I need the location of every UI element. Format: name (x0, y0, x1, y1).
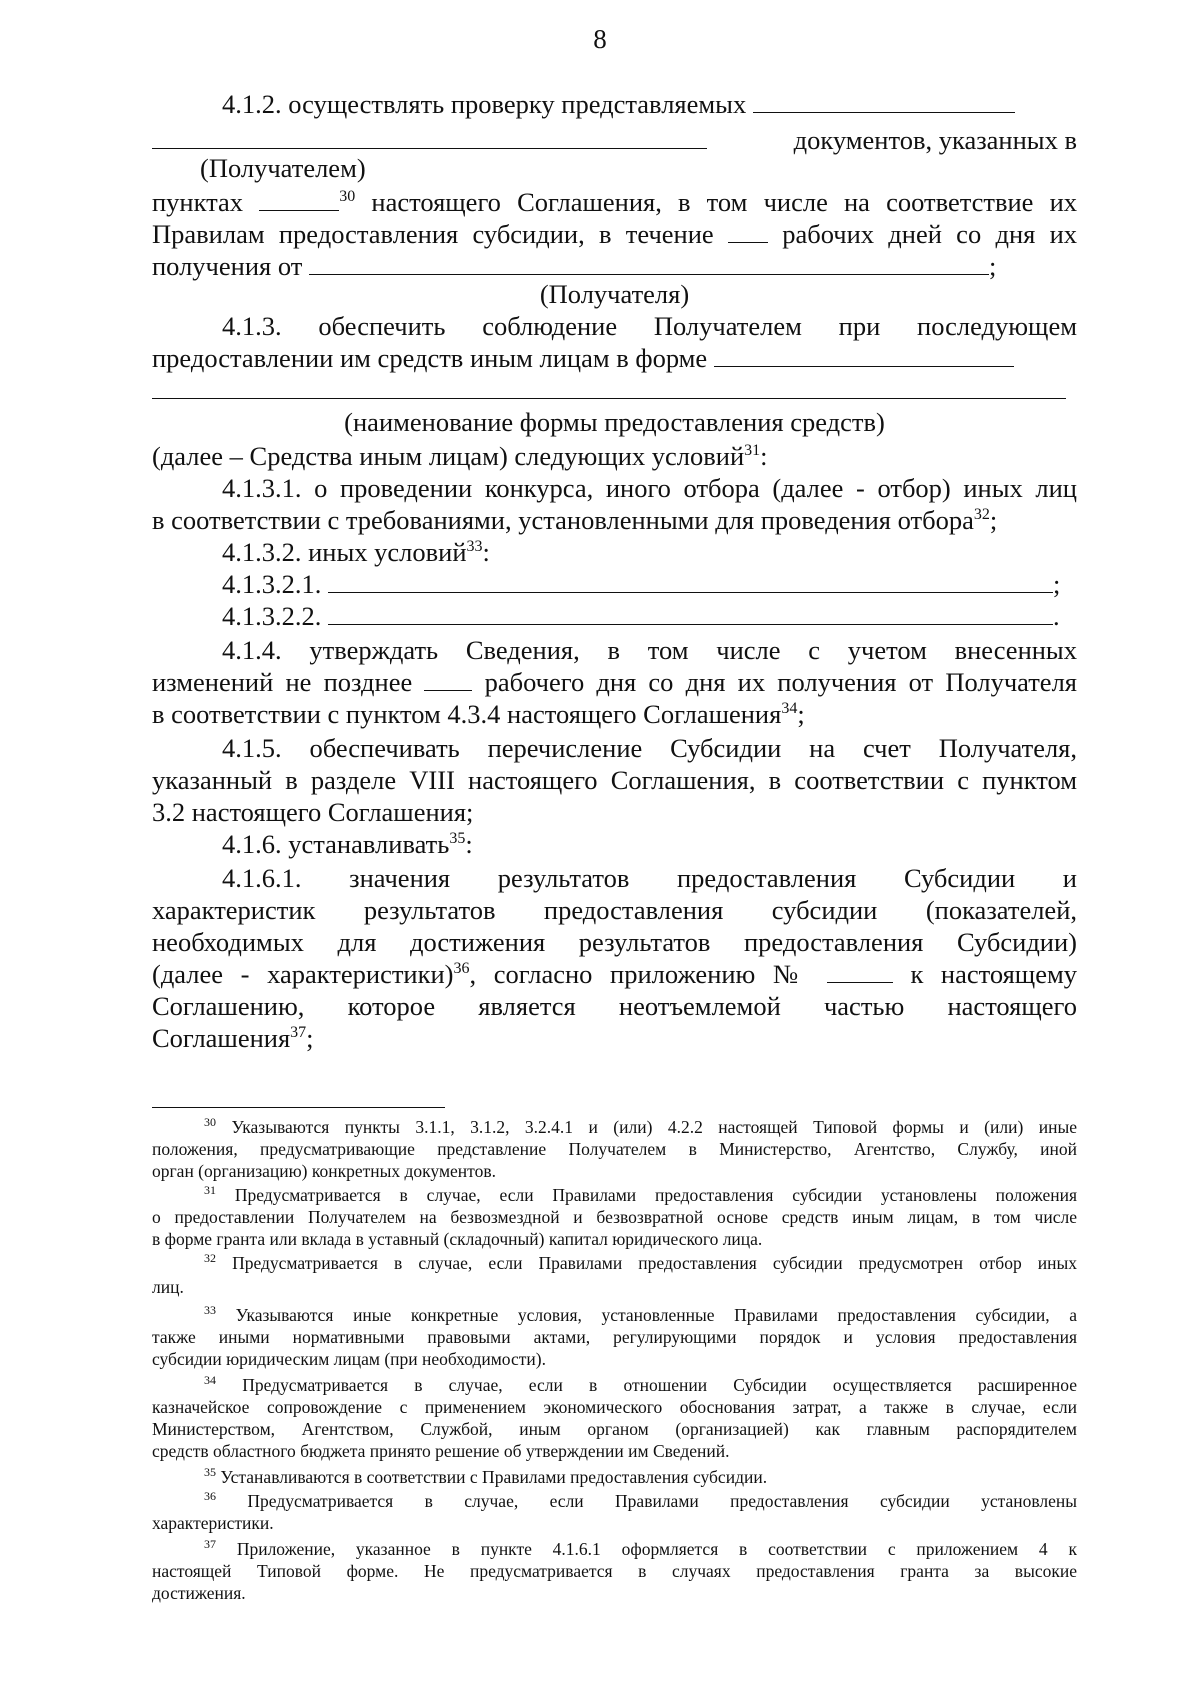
line: изменений не позднее рабочего дня со дня их получения от Получателя (152, 667, 1077, 697)
blank-field (827, 958, 893, 983)
footnote-line: положения, предусматривающие представление Получателем в Министерство, Агентство, Службу, иной (152, 1139, 1077, 1159)
blank-field (259, 186, 339, 211)
line: получения от ; (152, 251, 997, 281)
blank-field (152, 124, 707, 149)
line: 4.1.3.2.2. . (222, 601, 1060, 631)
line: 4.1.3. обеспечить соблюдение Получателем при последующем (222, 311, 1077, 341)
field-caption: (Получателя) (539, 279, 690, 309)
footnote-line: также иными нормативными правовыми актами, регулирующими порядок и условия предоставления (152, 1327, 1077, 1347)
footnote-31: $^{31}$ Предусматривается в случае, если Правилами предоставления субсидии установлены положения (204, 1183, 1077, 1205)
footnote-line: достижения. (152, 1583, 246, 1603)
footnote-34: $^{34}$ Предусматривается в случае, если в отношении Субсидии осуществляется расширенное (204, 1373, 1078, 1395)
blank-field (714, 342, 1014, 367)
footnote-line: характеристики. (152, 1513, 274, 1533)
line: необходимых для достижения результатов предоставления Субсидии) (152, 927, 1077, 957)
footnote-36: $^{36}$ Предусматривается в случае, если Правилами предоставления субсидии установлены (204, 1489, 1078, 1511)
line: предоставлении им средств иным лицам в форме (152, 342, 1077, 375)
line: в соответствии с требованиями, установленными для проведения отбора$^{32}$; (152, 505, 998, 535)
footnote-line: субсидии юридическим лицам (при необходимости). (152, 1349, 546, 1369)
line: характеристик результатов предоставления субсидии (показателей, (152, 895, 1077, 925)
footnote-line: лиц. (152, 1277, 184, 1297)
footnote-line: казначейское сопровождение с применением экономического обоснования затрат, а также в случае, если (152, 1397, 1077, 1417)
footnote-line: орган (организацию) конкретных документов. (152, 1161, 496, 1181)
page-number: 8 (593, 24, 607, 54)
footnote-line: Министерством, Агентством, Службой, иным органом (организацией) как главным распорядителем (152, 1419, 1077, 1439)
line: пунктах $^{30}$ настоящего Соглашения, в том числе на соответствие их (152, 187, 1078, 217)
line: Правилам предоставления субсидии, в течение рабочих дней со дня их (152, 219, 1078, 249)
footnote-33: $^{33}$ Указываются иные конкретные условия, установленные Правилами предоставления субсидии, а (204, 1303, 1077, 1325)
line: Соглашения$^{37}$; (152, 1023, 314, 1053)
footnote-30: $^{30}$ Указываются пункты 3.1.1, 3.1.2, 3.2.4.1 и (или) 4.2.2 настоящей Типовой формы и (или) иные (204, 1115, 1077, 1137)
blank-field (328, 568, 1053, 593)
line: указанный в разделе VIII настоящего Соглашения, в соответствии с пунктом (152, 765, 1077, 795)
line (152, 374, 1077, 407)
footnote-37: $^{37}$ Приложение, указанное в пункте 4.1.6.1 оформляется в соответствии с приложением 4 к (204, 1537, 1077, 1559)
footnote-line: средств областного бюджета принято решение об утверждении им Сведений. (152, 1441, 730, 1461)
footnote-line: настоящей Типовой форме. Не предусматривается в случаях предоставления гранта за высокие (152, 1561, 1077, 1581)
line: (далее - характеристики)$^{36}$, согласно приложению № к настоящему (152, 959, 1077, 989)
line: 4.1.4. утверждать Сведения, в том числе с учетом внесенных (222, 635, 1077, 665)
blank-field (753, 88, 1015, 113)
line: 4.1.3.2. иных условий$^{33}$: (222, 537, 490, 567)
line: 4.1.6.1. значения результатов предоставления Субсидии и (222, 863, 1077, 893)
footnote-line: о предоставлении Получателем на безвозмездной и безвозвратной основе средств иным лицам, в том числе (152, 1207, 1077, 1227)
line: (далее – Средства иным лицам) следующих условий$^{31}$: (152, 441, 768, 471)
line: 4.1.6. устанавливать$^{35}$: (222, 829, 473, 859)
footnote-line: в форме гранта или вклада в уставный (складочный) капитал юридического лица. (152, 1229, 763, 1249)
field-caption: (Получателем) (200, 153, 366, 183)
field-caption: (наименование формы предоставления средств) (344, 407, 885, 437)
footnote-35: $^{35}$ Устанавливаются в соответствии с Правилами предоставления субсидии. (204, 1465, 768, 1487)
blank-field (728, 218, 768, 243)
line: 4.1.3.2.1. ; (222, 569, 1061, 599)
line: в соответствии с пунктом 4.3.4 настоящего Соглашения$^{34}$; (152, 699, 805, 729)
footnote-separator (152, 1107, 445, 1108)
blank-field (309, 250, 989, 275)
line: 4.1.5. обеспечивать перечисление Субсидии на счет Получателя, (222, 733, 1077, 763)
footnote-32: $^{32}$ Предусматривается в случае, если Правилами предоставления субсидии предусмотрен отбор иных (204, 1251, 1078, 1273)
line: 4.1.2. осуществлять проверку представляемых (152, 88, 1077, 121)
line: 4.1.3.1. о проведении конкурса, иного отбора (далее - отбор) иных лиц (222, 473, 1077, 503)
blank-field (328, 600, 1053, 625)
line: документов, указанных в (152, 124, 1077, 157)
blank-field (424, 666, 472, 691)
blank-field (152, 374, 1066, 399)
line: Соглашению, которое является неотъемлемой частью настоящего (152, 991, 1077, 1021)
line: 3.2 настоящего Соглашения; (152, 797, 474, 827)
